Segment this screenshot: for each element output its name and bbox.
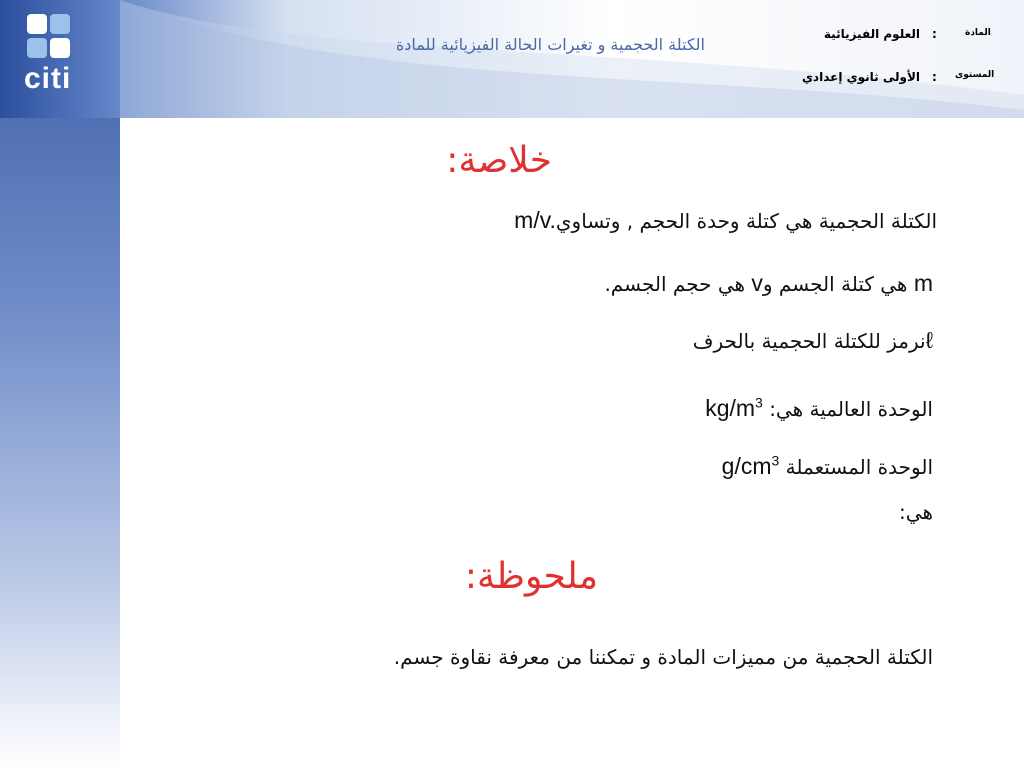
common-unit-base: g/cm (721, 453, 772, 479)
common-unit-exponent: 3 (771, 452, 780, 469)
logo-square (27, 14, 47, 34)
subject-colon: : (932, 27, 937, 41)
si-unit-text: الوحدة العالمية هي: (769, 397, 933, 421)
definition-formula: m/v. (514, 207, 556, 233)
logo-text: citi (24, 62, 72, 95)
definition-text: الكتلة الحجمية هي كتلة وحدة الحجم , وتساوي (555, 209, 937, 233)
variable-v: v (751, 270, 763, 296)
subject-value: العلوم الفيزيائية (823, 27, 920, 41)
subject-label: المادة (965, 28, 991, 38)
lesson-title: الكتلة الحجمية و تغيرات الحالة الفيزيائية للمادة (395, 35, 705, 54)
symbol-text: نرمز للكتلة الحجمية بالحرف (692, 329, 926, 353)
common-unit (722, 453, 780, 479)
note-heading: ملحوظة: (464, 556, 598, 597)
definition-line (300, 207, 937, 234)
logo-square (27, 38, 47, 58)
density-symbol: ℓ (925, 327, 933, 353)
si-unit-line (300, 395, 933, 422)
common-unit-text: الوحدة المستعملة (785, 455, 933, 479)
variable-m: m (913, 270, 933, 296)
level-label: المستوى (955, 70, 995, 80)
common-unit-line (300, 453, 933, 480)
variables-text-a: هي كتلة الجسم و (762, 272, 908, 296)
variables-line (300, 270, 933, 297)
logo-square (50, 14, 70, 34)
level-colon: : (932, 70, 937, 84)
level-value: الأولى ثانوي إعدادي (801, 70, 920, 84)
summary-heading: خلاصة: (446, 140, 552, 181)
si-unit (705, 395, 763, 421)
si-unit-exponent: 3 (755, 394, 763, 411)
logo-square (50, 38, 70, 58)
symbol-line (300, 327, 933, 354)
variables-text-b: هي حجم الجسم. (604, 272, 746, 296)
header-banner (0, 0, 1024, 118)
note-text: الكتلة الحجمية من مميزات المادة و تمكننا من معرفة نقاوة جسم. (393, 645, 933, 669)
common-unit-tail: هي: (899, 500, 933, 524)
si-unit-base: kg/m (705, 395, 756, 421)
header-swoosh (0, 0, 1024, 118)
